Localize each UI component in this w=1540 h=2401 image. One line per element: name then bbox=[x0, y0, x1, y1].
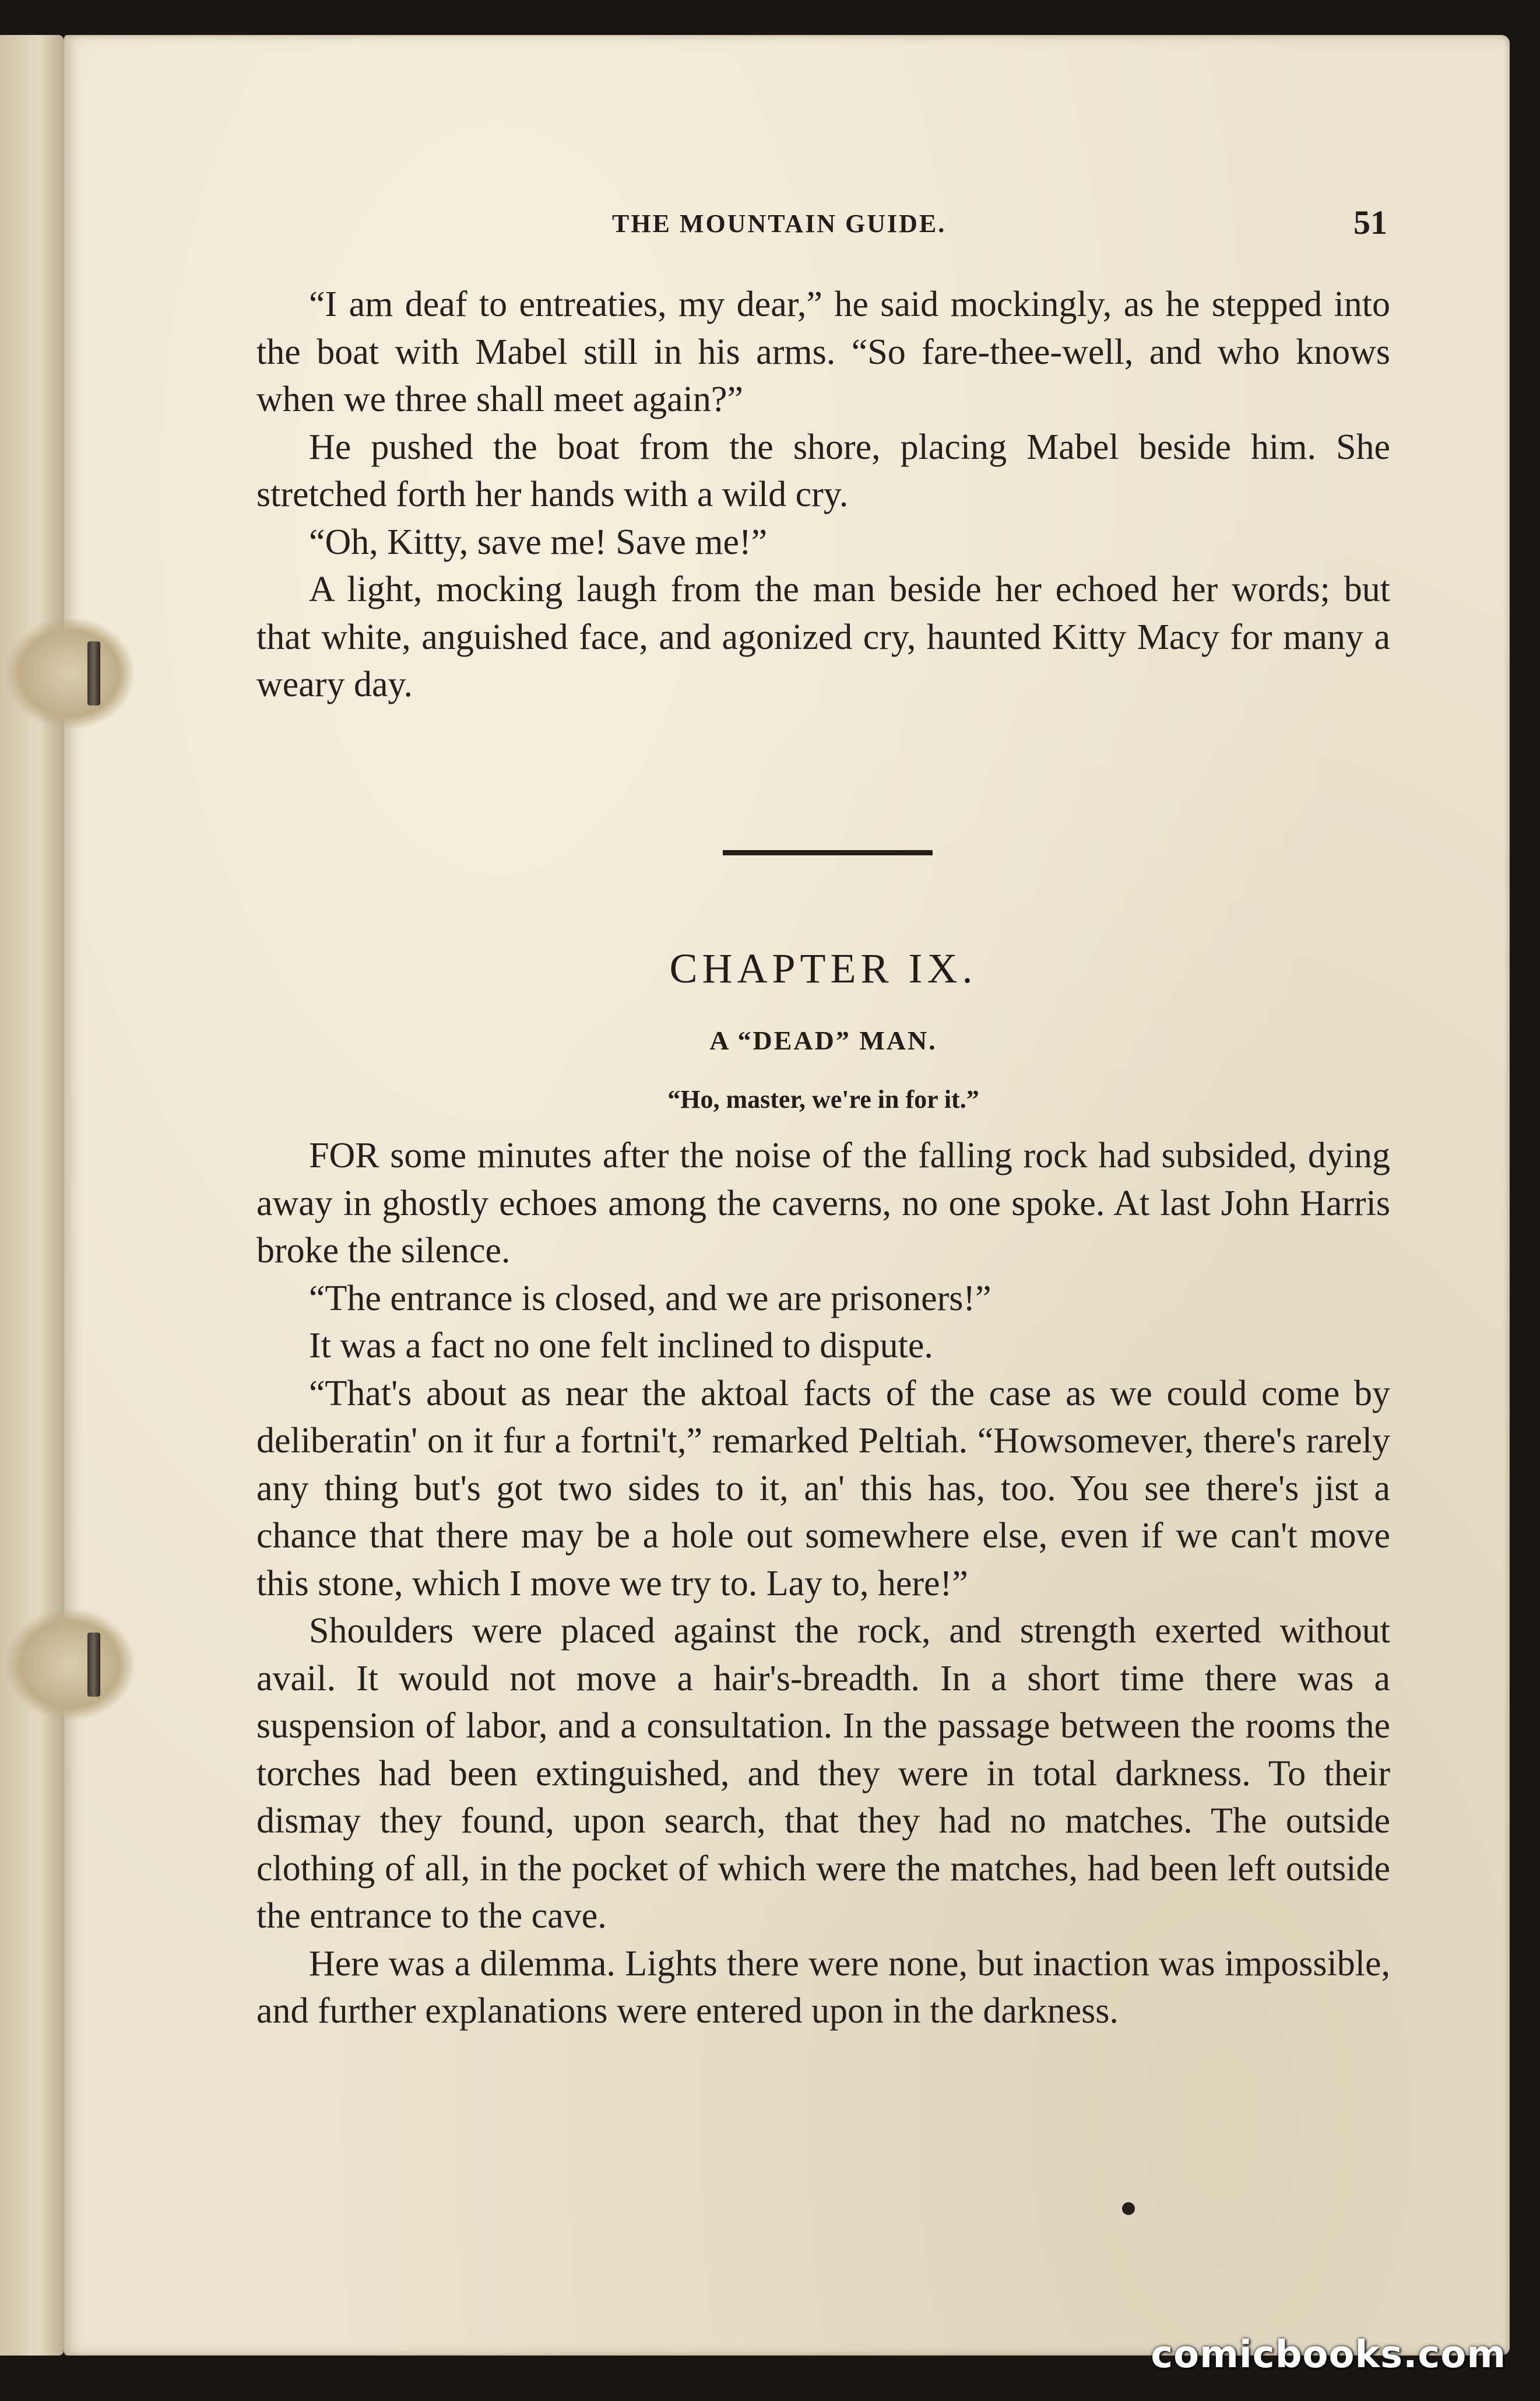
paragraph: It was a fact no one felt inclined to dispute. bbox=[309, 1326, 933, 1366]
staple-top bbox=[6, 618, 134, 729]
chapter-title: CHAPTER IX. bbox=[669, 945, 978, 992]
facing-page-edge bbox=[0, 35, 64, 2356]
paragraph: A light, mocking laugh from the man beside her echoed her words; but that white, anguished face, and agonized cry, haunted Kitty Macy for many a weary day. bbox=[256, 570, 1390, 704]
staple-wire bbox=[87, 1633, 100, 1697]
paragraph: FOR some minutes after the noise of the falling rock had subsided, dying away in ghostly echoes among the caverns, no one spoke. At last John Harris broke the silence. bbox=[256, 1136, 1390, 1270]
paragraph: “Oh, Kitty, save me! Save me!” bbox=[309, 522, 768, 562]
paragraph: “The entrance is closed, and we are prisoners!” bbox=[309, 1278, 991, 1318]
ink-dot bbox=[1122, 2202, 1135, 2215]
paragraph: “I am deaf to entreaties, my dear,” he said mockingly, as he stepped into the boat with Mabel still in his arms. “So fare-thee-well, and who knows when we three shall meet again?” bbox=[256, 285, 1390, 419]
section-divider bbox=[723, 850, 933, 855]
paragraph: Shoulders were placed against the rock, and strength exerted without avail. It would not move a hair's-breadth. In a short time there was a suspension of labor, and a consultation. In the passage between the rooms the torches had been extinguished, and they were in total darkness. To their dismay they found, upon search, that they had no matches. The outside clothing of all, in the pocket of which were the matches, had been left outside the entrance to the cave. bbox=[256, 1611, 1390, 1936]
text-block-bottom bbox=[256, 1132, 1390, 2035]
page-header bbox=[612, 203, 1399, 250]
staple-wire bbox=[87, 641, 100, 705]
paragraph: “That's about as near the aktoal facts of the case as we could come by deliberatin' on it fur a fortni't,” remarked Peltiah. “Howsomever, there's rarely any thing but's got two sides to it, an' this has, too. You see there's jist a chance that there may be a hole out somewhere else, even if we can't move this stone, which I move we try to. Lay to, here!” bbox=[256, 1373, 1390, 1603]
watermark: comicbooks.com bbox=[1151, 2333, 1506, 2377]
text-block-top bbox=[256, 281, 1390, 709]
page-number: 51 bbox=[1353, 203, 1387, 241]
chapter-epigraph: “Ho, master, we're in for it.” bbox=[667, 1085, 979, 1114]
chapter-subtitle: A “DEAD” MAN. bbox=[709, 1026, 937, 1055]
staple-bottom bbox=[6, 1609, 134, 1720]
paragraph: Here was a dilemma. Lights there were none, but inaction was impossible, and further explanations were entered upon in the darkness. bbox=[256, 1943, 1390, 2031]
running-title: THE MOUNTAIN GUIDE. bbox=[612, 209, 947, 238]
paragraph: He pushed the boat from the shore, placing Mabel beside him. She stretched forth her hands with a wild cry. bbox=[256, 427, 1390, 514]
